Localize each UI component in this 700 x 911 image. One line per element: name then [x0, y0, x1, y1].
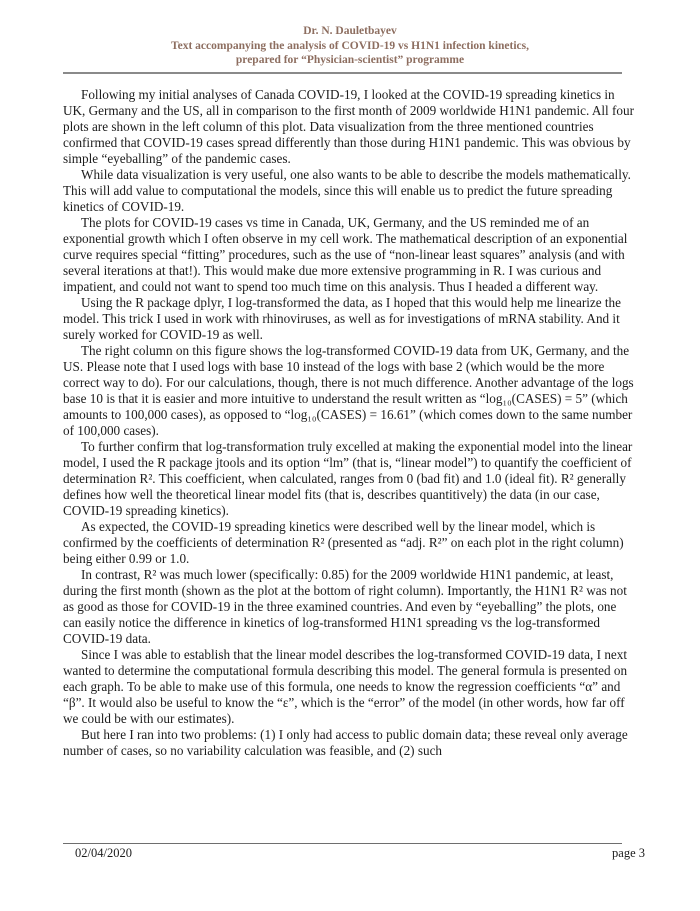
document-header: [63, 24, 637, 74]
paragraph: The plots for COVID-19 cases vs time in Canada, UK, Germany, and the US reminded me of an exponential growth which I often observe in my cell work. The mathematical description of an exponential curve requires special “fitting” procedures, such as the use of “non-linear least squares” analysis (and with several iterations at that!). This would make due more extensive programming in R. I was curious and impatient, and could not want to spend too much time on this analysis. Thus I headed a different way.: [63, 215, 628, 294]
paragraph: As expected, the COVID-19 spreading kinetics were described well by the linear model, which is confirmed by the coefficients of determination R² (presented as “adj. R²” on each plot in the right column) being either 0.99 or 1.0.: [63, 519, 624, 566]
header-author: Dr. N. Dauletbayev: [303, 25, 397, 37]
document-footer: [63, 843, 645, 861]
footer-date: 02/04/2020: [75, 846, 132, 860]
header-title: Text accompanying the analysis of COVID-19 vs H1N1 infection kinetics,: [171, 39, 529, 52]
paragraph: Since I was able to establish that the linear model describes the log-transformed COVID-19 data, I next wanted to determine the computational formula describing this model. The general formula is presented on each graph. To be able to make use of this formula, one needs to know the regression coefficients “α” and “β”. It would also be useful to know the “ε”, which is the “error” of the model (in other words, how far off we could be with our estimates).: [63, 647, 628, 726]
header-rule: [63, 72, 622, 74]
footer-row: [63, 846, 645, 861]
paragraph: The right column on this figure shows the log-transformed COVID-19 data from UK, Germany, and the US. Please note that I used logs with base 10 instead of the logs with base 2 (which would be the more correct way to do). For our calculations, though, there is not much difference. Another advantage of the logs base 10 is that it is easier and more intuitive to understand the result written as “log₁₀(CASES) = 5” (which amounts to 100,000 cases), as opposed to “log₁₀(CASES) = 16.61” (which comes down to the same number of 100,000 cases).: [63, 343, 634, 438]
paragraph: But here I ran into two problems: (1) I only had access to public domain data; these reveal only average number of cases, so no variability calculation was feasible, and (2) such: [63, 727, 628, 758]
footer-page-number: page 3: [612, 846, 645, 860]
paragraph: To further confirm that log-transformation truly excelled at making the exponential model into the linear model, I used the R package jtools and its option “lm” (that is, “linear model”) to quantify the coefficient of determination R². This coefficient, when calculated, ranges from 0 (bad fit) and 1.0 (ideal fit). R² generally defines how well the theoretical linear model fits (that is, describes quantitively) the data (in our case, COVID-19 spreading kinetics).: [63, 439, 633, 518]
document-body: [63, 87, 637, 759]
paragraph: In contrast, R² was much lower (specifically: 0.85) for the 2009 worldwide H1N1 pandemic, at least, during the first month (shown as the plot at the bottom of right column). Importantly, the H1N1 R² was not as good as those for COVID-19 in the three examined countries. And even by “eyeballing” the plots, one can easily notice the difference in kinetics of log-transformed H1N1 spreading vs the log-transformed COVID-19 data.: [63, 567, 627, 646]
paragraph: While data visualization is very useful, one also wants to be able to describe the models mathematically. This will add value to computational the models, since this will enable us to predict the future spreading kinetics of COVID-19.: [63, 167, 631, 214]
paragraph: Following my initial analyses of Canada COVID-19, I looked at the COVID-19 spreading kinetics in UK, Germany and the US, all in comparison to the first month of 2009 worldwide H1N1 pandemic. All four plots are shown in the left column of this plot. Data visualization from the three mentioned countries confirmed that COVID-19 cases spread differently than those during H1N1 pandemic. This was obvious by simple “eyeballing” of the pandemic cases.: [63, 87, 634, 166]
footer-rule: [63, 843, 622, 844]
paragraph: Using the R package dplyr, I log-transformed the data, as I hoped that this would help me linearize the model. This trick I used in work with rhinoviruses, as well as for investigations of mRNA stability. And it surely worked for COVID-19 as well.: [63, 295, 621, 342]
header-subtitle: prepared for “Physician-scientist” programme: [235, 54, 465, 66]
